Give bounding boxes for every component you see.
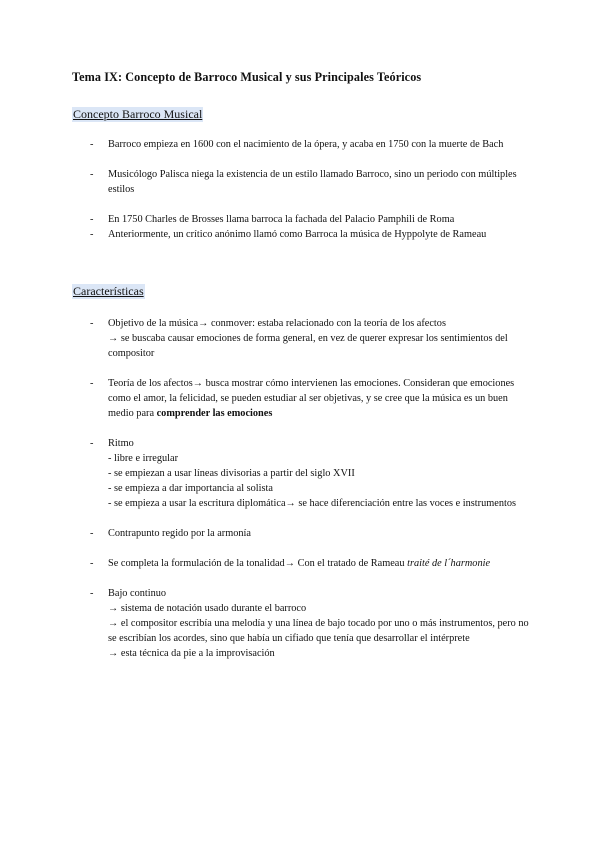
list-item-ritmo: - Ritmo - libre e irregular - se empiezan a usar líneas divisorias a partir del siglo XVII - se empieza a dar importancia al solista - se empieza a usar la escritura diplomática→ se hace diferenciación entre las voces e instrumentos [90,438,516,509]
caracteristicas-list [90,316,530,661]
list-item-contrapunto: - Contrapunto regido por la armonía [90,528,251,539]
bullet-dash: - [90,214,94,225]
section-heading-caracteristicas: Características [73,284,144,298]
list-item: - Musicólogo Palisca niega la existencia de un estilo llamado Barroco, sino un periodo con múltiples estilos [90,169,517,195]
section-heading-concepto: Concepto Barroco Musical [73,107,203,121]
page-title: Tema IX: Concepto de Barroco Musical y sus Principales Teóricos [72,70,422,84]
bullet-dash: - [90,588,94,599]
bullet-dash: - [90,528,94,539]
bullet-dash: - [90,139,94,150]
bullet-dash: - [90,438,94,449]
bullet-dash: - [90,229,94,240]
bullet-dash: - [90,558,94,569]
list-item: - En 1750 Charles de Brosses llama barroca la fachada del Palacio Pamphili de Roma [90,214,455,225]
list-item-bajo-continuo: - Bajo continuo → sistema de notación usado durante el barroco → el compositor escribía una melodía y una línea de bajo tocado por uno o más instrumentos, pero no se escribían los acordes, sino que había un cifiado que tenía que desarrollar el intérprete → esta técnica da pie a la improvisación [90,588,529,659]
list-item-tonalidad: - Se completa la formulación de la tonalidad→ Con el tratado de Rameau traité de l´harmonie [90,558,491,569]
bullet-dash: - [90,318,94,329]
list-item: - Anteriormente, un crítico anónimo llamó como Barroca la música de Hyppolyte de Rameau [90,229,487,240]
list-item: - Barroco empieza en 1600 con el nacimiento de la ópera, y acaba en 1750 con la muerte de Bach [90,139,504,150]
bullet-dash: - [90,169,94,180]
bullet-dash: - [90,378,94,389]
concepto-list [90,137,530,242]
list-item-afectos: - Teoría de los afectos→ busca mostrar cómo intervienen las emociones. Consideran que emociones como el amor, la felicidad, se pueden estudiar al ser objetivas, y se cree que la música es un buen medio para comprender las emociones [90,378,515,419]
list-item-objetivo: - Objetivo de la música→ conmover: estaba relacionado con la teoría de los afectos → se buscaba causar emociones de forma general, en vez de querer expresar los sentimientos del compositor [90,318,508,359]
